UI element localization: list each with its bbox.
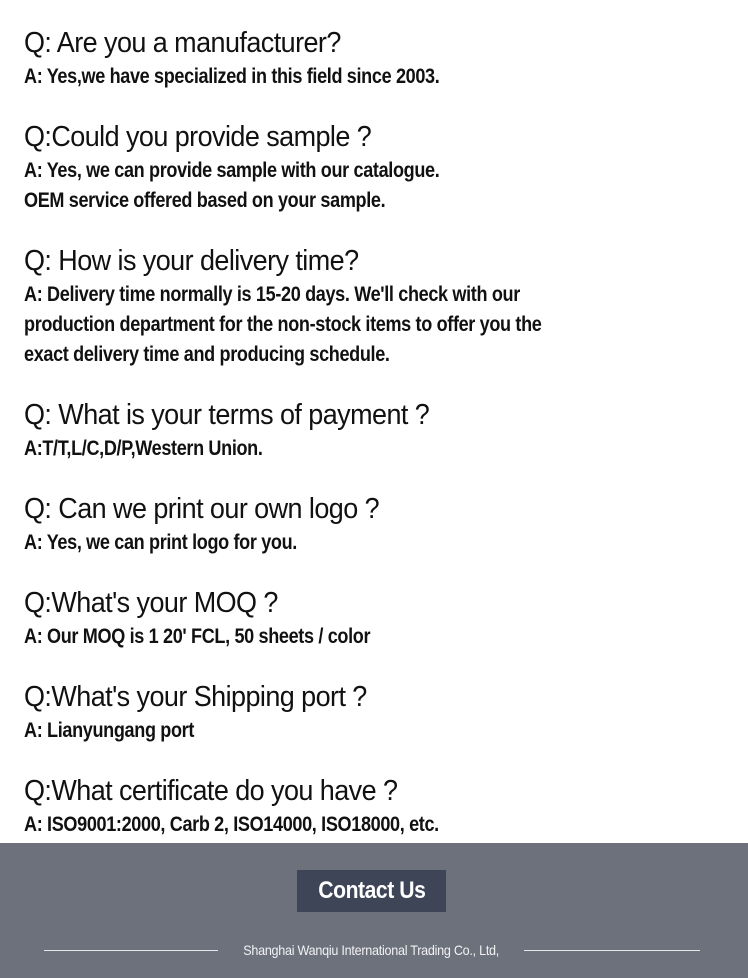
- faq-answer-line: A:T/T,L/C,D/P,Western Union.: [24, 437, 263, 460]
- faq-answer-line: A: ISO9001:2000, Carb 2, ISO14000, ISO18000, etc.: [24, 813, 439, 836]
- faq-question: Q:What's your Shipping port ?: [24, 681, 367, 713]
- faq-question: Q: What is your terms of payment ?: [24, 399, 430, 431]
- company-name: [218, 940, 524, 960]
- faq-item-payment-terms: [24, 396, 724, 464]
- faq-question: Q: How is your delivery time?: [24, 245, 359, 277]
- faq-item-certificate: [24, 772, 724, 840]
- faq-question: Q:Could you provide sample ?: [24, 121, 372, 153]
- faq-answer-line: A: Yes,we have specialized in this field since 2003.: [24, 65, 440, 88]
- faq-question: Q: Can we print our own logo ?: [24, 493, 380, 525]
- faq-answer-line: exact delivery time and producing schedule.: [24, 343, 390, 366]
- faq-item-manufacturer: [24, 24, 724, 92]
- faq-answer-line: A: Yes, we can provide sample with our catalogue.: [24, 159, 440, 182]
- contact-us-label: Contact Us: [317, 877, 426, 904]
- faq-answer-line: A: Lianyungang port: [24, 719, 195, 742]
- faq-answer-line: production department for the non-stock items to offer you the: [24, 313, 542, 336]
- faq-answer-line: OEM service offered based on your sample.: [24, 189, 386, 212]
- divider-left: [44, 950, 218, 951]
- faq-question: Q:What certificate do you have ?: [24, 775, 398, 807]
- contact-us-button[interactable]: [297, 870, 446, 912]
- faq-item-shipping-port: [24, 678, 724, 746]
- faq-answer-line: A: Our MOQ is 1 20' FCL, 50 sheets / color: [24, 625, 371, 648]
- faq-list: [24, 24, 724, 866]
- divider-right: [524, 950, 700, 951]
- faq-answer-line: A: Delivery time normally is 15-20 days. We'll check with our: [24, 283, 520, 306]
- company-name-text: Shanghai Wanqiu International Trading Co., Ltd,: [243, 942, 499, 958]
- contact-footer: [0, 843, 748, 978]
- faq-question: Q:What's your MOQ ?: [24, 587, 278, 619]
- faq-answer-line: A: Yes, we can print logo for you.: [24, 531, 297, 554]
- faq-item-sample: [24, 118, 724, 216]
- company-row: [44, 938, 700, 962]
- faq-item-moq: [24, 584, 724, 652]
- faq-question: Q: Are you a manufacturer?: [24, 27, 341, 59]
- faq-item-delivery-time: [24, 242, 724, 370]
- faq-item-logo: [24, 490, 724, 558]
